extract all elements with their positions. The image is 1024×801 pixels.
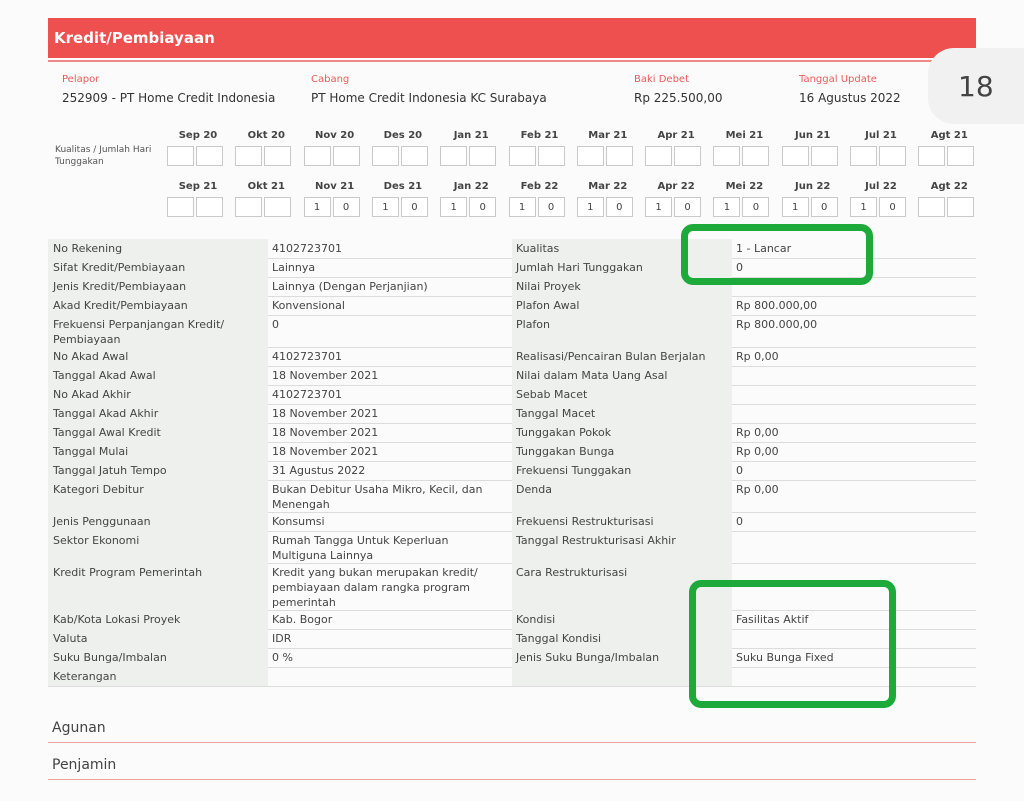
row-label-left: Suku Bunga/Imbalan: [53, 651, 167, 664]
section-penjamin[interactable]: Penjamin: [52, 757, 117, 773]
history-cell-days: [947, 146, 974, 166]
row-label-left: Kategori Debitur: [53, 483, 144, 496]
row-label-right: Tanggal Macet: [516, 407, 596, 420]
details-row: [48, 404, 976, 424]
row-value-left: IDR: [272, 632, 292, 645]
history-cell-quality: 1: [509, 197, 536, 217]
row-label-right: Kondisi: [516, 613, 556, 626]
row-label-right: Nilai Proyek: [516, 280, 581, 293]
history-cell-days: 0: [811, 197, 838, 217]
history-cell-quality: [782, 146, 809, 166]
row-value-left: Rumah Tangga Untuk Keperluan Multiguna Lainnya: [272, 534, 449, 562]
row-value-left: 18 November 2021: [272, 407, 379, 420]
history-month-label: Nov 20: [315, 130, 355, 141]
row-label-right: Plafon Awal: [516, 299, 580, 312]
history-cell-days: [606, 146, 633, 166]
history-cell-days: [264, 146, 291, 166]
history-month-label: Apr 21: [657, 130, 695, 141]
row-label-left: Sifat Kredit/Pembiayaan: [53, 261, 186, 274]
history-month-label: Feb 21: [520, 130, 559, 141]
details-row: [48, 480, 976, 513]
row-label-left: Keterangan: [53, 670, 117, 683]
history-cell-days: [674, 146, 701, 166]
row-value-left: Kredit yang bukan merupakan kredit/ pembiayaan dalam rangka program pemerintah: [272, 566, 478, 609]
history-month-label: Agt 21: [930, 130, 968, 141]
row-label-left: Tanggal Awal Kredit: [53, 426, 161, 439]
history-cell-quality: 1: [645, 197, 672, 217]
history-cell-quality: [304, 146, 331, 166]
history-cell-days: 0: [333, 197, 360, 217]
history-month-label: Mar 21: [588, 130, 628, 141]
history-cell-quality: 1: [713, 197, 740, 217]
history-month-label: Jul 21: [865, 130, 897, 141]
details-row: [48, 296, 976, 316]
row-value-right: Rp 0,00: [736, 483, 779, 496]
history-cell-quality: 1: [850, 197, 877, 217]
history-cell-quality: [713, 146, 740, 166]
history-month-label: Nov 21: [315, 181, 355, 192]
history-cell-days: [401, 146, 428, 166]
history-month-label: Mar 22: [588, 181, 628, 192]
history-cell-quality: [645, 146, 672, 166]
history-cell-days: [264, 197, 291, 217]
details-row: [48, 385, 976, 405]
history-cell-days: 0: [401, 197, 428, 217]
row-value-left: Konvensional: [272, 299, 345, 312]
row-label-right: Tunggakan Bunga: [516, 445, 615, 458]
row-label-left: Jenis Kredit/Pembiayaan: [53, 280, 187, 293]
history-cell-days: [196, 146, 223, 166]
section-penjamin-divider: [48, 779, 976, 780]
row-label-right: Tanggal Kondisi: [516, 632, 602, 645]
row-value-left: 4102723701: [272, 242, 342, 255]
history-label: Kualitas / Jumlah Hari Tunggakan: [55, 145, 152, 167]
row-value-left: 18 November 2021: [272, 445, 379, 458]
row-value-left: Lainnya (Dengan Perjanjian): [272, 280, 428, 293]
history-month-label: Okt 21: [247, 181, 285, 192]
section-agunan[interactable]: Agunan: [52, 720, 106, 736]
history-month-label: Jan 21: [453, 130, 489, 141]
details-row: [48, 442, 976, 462]
history-month-label: Jun 22: [795, 181, 831, 192]
row-value-right: 0: [736, 261, 743, 274]
row-label-right: Cara Restrukturisasi: [516, 566, 628, 579]
details-row: [48, 531, 976, 564]
row-value-right: Rp 0,00: [736, 426, 779, 439]
details-row: [48, 347, 976, 367]
row-value-right: 1 - Lancar: [736, 242, 792, 255]
row-value-left: 0: [272, 318, 279, 331]
row-value-left: 18 November 2021: [272, 369, 379, 382]
history-cell-quality: [235, 146, 262, 166]
history-cell-days: 0: [469, 197, 496, 217]
history-cell-days: [538, 146, 565, 166]
row-label-right: Kualitas: [516, 242, 560, 255]
section-agunan-divider: [48, 742, 976, 743]
history-month-label: Feb 22: [520, 181, 559, 192]
history-cell-quality: [167, 146, 194, 166]
history-cell-quality: [235, 197, 262, 217]
row-label-right: Nilai dalam Mata Uang Asal: [516, 369, 668, 382]
row-label-left: Tanggal Akad Akhir: [53, 407, 159, 420]
row-label-left: No Rekening: [53, 242, 123, 255]
history-month-label: Mei 22: [725, 181, 764, 192]
row-label-left: Jenis Penggunaan: [53, 515, 151, 528]
row-value-left: Konsumsi: [272, 515, 325, 528]
row-value-right: Suku Bunga Fixed: [736, 651, 834, 664]
history-cell-days: 0: [742, 197, 769, 217]
history-cell-quality: [509, 146, 536, 166]
history-month-label: Jun 21: [795, 130, 831, 141]
row-label-right: Frekuensi Tunggakan: [516, 464, 632, 477]
row-value-left: Bukan Debitur Usaha Mikro, Kecil, dan Menengah: [272, 483, 483, 511]
row-value-left: Kab. Bogor: [272, 613, 333, 626]
row-value-left: 0 %: [272, 651, 293, 664]
header-underline: [48, 60, 976, 62]
meta-value-tanggal-update: 16 Agustus 2022: [799, 91, 901, 105]
row-value-left: 4102723701: [272, 350, 342, 363]
history-cell-days: [742, 146, 769, 166]
row-label-right: Tunggakan Pokok: [516, 426, 612, 439]
row-value-right: Rp 800.000,00: [736, 318, 818, 331]
section-header: [48, 18, 976, 58]
row-value-left: 31 Agustus 2022: [272, 464, 366, 477]
history-cell-quality: [440, 146, 467, 166]
history-month-label: Des 20: [383, 130, 423, 141]
meta-label-cabang: Cabang: [311, 74, 350, 85]
row-label-left: Frekuensi Perpanjangan Kredit/ Pembiayaan: [53, 318, 225, 346]
meta-label-tanggal-update: Tanggal Update: [799, 74, 877, 85]
row-label-right: Tanggal Restrukturisasi Akhir: [516, 534, 676, 547]
history-cell-days: 0: [674, 197, 701, 217]
history-month-label: Okt 20: [247, 130, 285, 141]
history-cell-quality: [918, 146, 945, 166]
history-cell-quality: 1: [372, 197, 399, 217]
row-label-right: Frekuensi Restrukturisasi: [516, 515, 654, 528]
history-cell-quality: 1: [782, 197, 809, 217]
highlight-box-kondisi: [689, 580, 896, 708]
row-value-right: Rp 0,00: [736, 445, 779, 458]
highlight-box-kualitas: [681, 224, 873, 285]
history-month-label: Sep 21: [178, 181, 218, 192]
history-cell-days: [879, 146, 906, 166]
history-cell-quality: 1: [577, 197, 604, 217]
row-label-left: Tanggal Jatuh Tempo: [53, 464, 167, 477]
section-title: Kredit/Pembiayaan: [54, 29, 215, 47]
history-month-label: Apr 22: [657, 181, 695, 192]
details-row: [48, 315, 976, 348]
history-cell-days: [469, 146, 496, 166]
row-label-right: Plafon: [516, 318, 551, 331]
row-label-left: No Akad Awal: [53, 350, 129, 363]
details-row: [48, 366, 976, 386]
row-label-right: Denda: [516, 483, 552, 496]
row-label-left: Kab/Kota Lokasi Proyek: [53, 613, 181, 626]
history-month-label: Sep 20: [178, 130, 218, 141]
history-cell-days: [196, 197, 223, 217]
history-cell-quality: [918, 197, 945, 217]
history-month-label: Mei 21: [725, 130, 764, 141]
history-cell-quality: [167, 197, 194, 217]
history-cell-days: 0: [606, 197, 633, 217]
row-value-left: 18 November 2021: [272, 426, 379, 439]
row-value-right: 0: [736, 464, 743, 477]
row-value-left: Lainnya: [272, 261, 316, 274]
meta-value-cabang: PT Home Credit Indonesia KC Surabaya: [311, 91, 547, 105]
row-label-right: Realisasi/Pencairan Bulan Berjalan: [516, 350, 706, 363]
meta-value-pelapor: 252909 - PT Home Credit Indonesia: [62, 91, 276, 105]
history-cell-quality: [372, 146, 399, 166]
row-label-left: Tanggal Mulai: [53, 445, 129, 458]
history-cell-quality: 1: [304, 197, 331, 217]
meta-label-pelapor: Pelapor: [62, 74, 100, 85]
history-month-label: Jul 22: [865, 181, 897, 192]
history-month-label: Des 21: [383, 181, 423, 192]
details-row: [48, 423, 976, 443]
row-value-right: Rp 0,00: [736, 350, 779, 363]
row-label-right: Jenis Suku Bunga/Imbalan: [516, 651, 660, 664]
row-label-left: Valuta: [53, 632, 88, 645]
meta-value-baki-debet: Rp 225.500,00: [634, 91, 723, 105]
history-cell-days: [811, 146, 838, 166]
row-label-left: Sektor Ekonomi: [53, 534, 140, 547]
history-cell-quality: [850, 146, 877, 166]
history-cell-quality: 1: [440, 197, 467, 217]
history-month-label: Agt 22: [930, 181, 968, 192]
history-cell-days: 0: [879, 197, 906, 217]
row-value-right: 0: [736, 515, 743, 528]
details-row: [48, 512, 976, 532]
row-label-right: Jumlah Hari Tunggakan: [516, 261, 643, 274]
history-cell-days: [947, 197, 974, 217]
history-cell-days: 0: [538, 197, 565, 217]
history-cell-quality: [577, 146, 604, 166]
meta-label-baki-debet: Baki Debet: [634, 74, 690, 85]
row-value-left: 4102723701: [272, 388, 342, 401]
row-label-right: Sebab Macet: [516, 388, 588, 401]
row-label-left: Kredit Program Pemerintah: [53, 566, 203, 579]
history-month-label: Jan 22: [453, 181, 489, 192]
history-cell-days: [333, 146, 360, 166]
details-row: [48, 461, 976, 481]
row-value-right: Rp 800.000,00: [736, 299, 818, 312]
row-label-left: Tanggal Akad Awal: [53, 369, 156, 382]
row-label-left: Akad Kredit/Pembiayaan: [53, 299, 188, 312]
row-value-right: Fasilitas Aktif: [736, 613, 809, 626]
page-number: 18: [958, 70, 994, 103]
row-label-left: No Akad Akhir: [53, 388, 131, 401]
